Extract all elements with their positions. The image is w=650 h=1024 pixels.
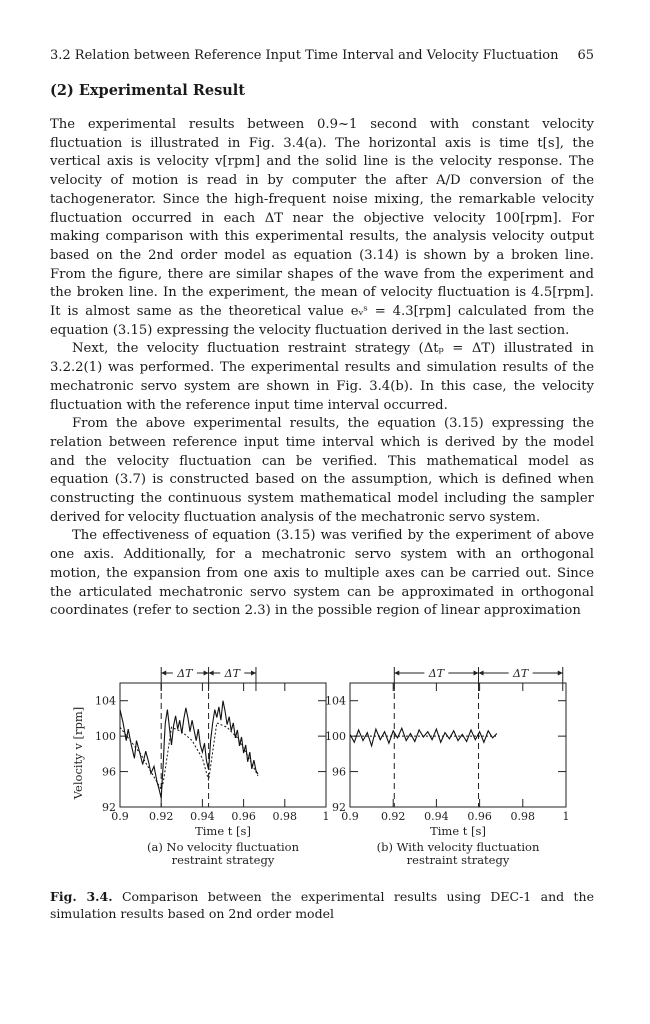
series-experiment-line — [350, 728, 497, 746]
caption-text: Comparison between the experimental results using DEC-1 and the simulation results based on 2nd order model — [50, 889, 594, 921]
y-tick-label: 96 — [332, 765, 346, 779]
x-tick-label: 0.98 — [272, 810, 298, 823]
running-title: 3.2 Relation between Reference Input Time Interval and Velocity Fluctuation — [50, 48, 559, 63]
x-tick-label: 0.92 — [380, 810, 406, 823]
delta-arrowhead — [161, 671, 166, 676]
body-text — [50, 116, 594, 621]
figure-caption — [50, 888, 594, 922]
subplot-title: (a) No velocity fluctuation — [147, 840, 299, 854]
y-tick-label: 100 — [325, 730, 346, 744]
x-tick-label: 0.94 — [424, 810, 449, 823]
caption-label: Fig. 3.4. — [50, 889, 113, 904]
delta-arrowhead — [558, 671, 563, 676]
x-tick-label: 0.9 — [341, 810, 359, 823]
y-tick-label: 104 — [325, 694, 346, 708]
subplot-title: restraint strategy — [171, 853, 275, 867]
paragraph: Next, the velocity fluctuation restraint strategy (Δtₚ = ΔT) illustrated in 3.2.2(1) was performed. The experimental results and simulation results of the mechatronic servo system are shown in Fig. 3.4(b). In this case, the velocity fluctuation with the reference input time interval occurred. — [50, 341, 594, 413]
delta-label: ΔT — [428, 667, 445, 680]
subplot-title: (b) With velocity fluctuation — [376, 840, 540, 854]
x-axis-label: Time t [s] — [430, 824, 486, 838]
plot-frame — [350, 683, 566, 807]
running-header — [50, 48, 594, 63]
x-tick-label: 0.96 — [467, 810, 492, 823]
subplot-title: restraint strategy — [406, 853, 510, 867]
delta-arrowhead — [474, 671, 479, 676]
delta-arrowhead — [479, 671, 484, 676]
y-tick-label: 104 — [95, 694, 116, 708]
x-tick-label: 0.94 — [190, 810, 215, 823]
x-tick-label: 0.92 — [148, 810, 174, 823]
delta-arrowhead — [251, 671, 256, 676]
x-axis-label: Time t [s] — [195, 824, 251, 838]
y-tick-label: 100 — [95, 730, 116, 744]
x-tick-label: 0.98 — [510, 810, 536, 823]
paragraph: From the above experimental results, the equation (3.15) expressing the relation between reference input time interval which is derived by the model and the velocity fluctuation can be verified. This mathematical model as equation (3.7) is constructed based on the assumption, which is defined when constructing the continuous system mathematical model including the sampler derived for velocity fluctuation analysis of the mechatronic servo system. — [50, 416, 594, 525]
page-number: 65 — [577, 48, 594, 63]
figure-canvas — [50, 655, 594, 880]
delta-arrowhead — [394, 671, 399, 676]
x-tick-label: 0.96 — [231, 810, 256, 823]
delta-arrowhead — [204, 671, 209, 676]
delta-label: ΔT — [224, 667, 240, 680]
chart-panel-b — [322, 667, 570, 867]
paragraph: The experimental results between 0.9~1 second with constant velocity fluctuation is illustrated in Fig. 3.4(a). The horizontal axis is time t[s], the vertical axis is velocity v[rpm] and the solid line is the velocity response. The velocity of motion is read in by computer the after A/D conversion of the tachogenerator. Since the high-frequent noise mixing, the remarkable velocity fluctuation occurred in each ΔT near the objective velocity 100[rpm]. For making comparison with this experimental results, the analysis velocity output based on the 2nd order model as equation (3.14) is shown by a broken line. From the figure, there are similar shapes of the wave from the experiment and the broken line. In the experiment, the mean of velocity fluctuation is 4.5[rpm]. It is almost same as the theoretical value eᵥˢ = 4.3[rpm] calculated from the equation (3.15) expressing the velocity fluctuation derived in the last section. — [50, 117, 594, 338]
y-tick-label: 92 — [332, 801, 346, 814]
figure-3-4 — [50, 655, 594, 880]
delta-label: ΔT — [177, 667, 193, 680]
delta-label: ΔT — [512, 667, 529, 680]
y-tick-label: 96 — [102, 765, 116, 779]
chart-panel-a — [95, 667, 330, 867]
x-tick-label: 1 — [322, 810, 330, 823]
section-title: (2) Experimental Result — [50, 82, 246, 99]
y-tick-label: 92 — [102, 801, 116, 814]
series-experiment-line — [120, 701, 258, 798]
delta-arrowhead — [209, 671, 214, 676]
x-tick-label: 0.9 — [111, 810, 129, 823]
y-axis-label: Velocity v [rpm] — [71, 706, 85, 800]
paragraph: The effectiveness of equation (3.15) was verified by the experiment of above one axis. Additionally, for a mechatronic servo system with an orthogonal motion, the expansion from one axis to multiple axes can be carried out. Since the articulated mechatronic servo system can be approximated in orthogonal coordinates (refer to section 2.3) in the possible region of linear approximation — [50, 528, 594, 619]
x-tick-label: 1 — [562, 810, 570, 823]
